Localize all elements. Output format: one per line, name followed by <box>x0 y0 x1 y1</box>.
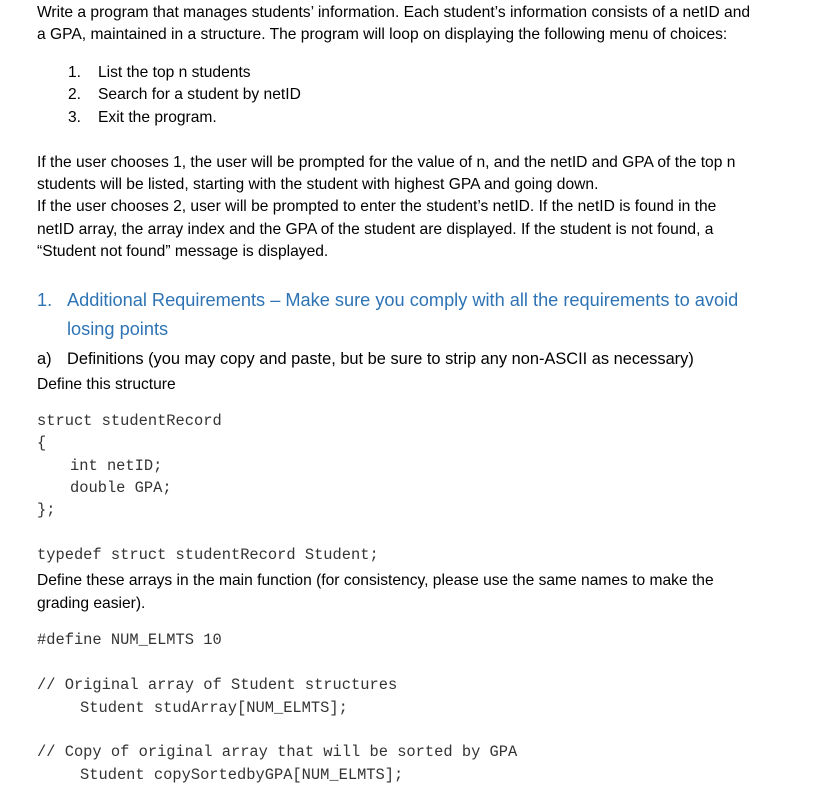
code-line: int netID; <box>70 457 163 475</box>
code-array-declaration: Student copySortedbyGPA[NUM_ELMTS]; <box>80 766 404 784</box>
code-line: { <box>37 434 47 452</box>
menu-item-text: Exit the program. <box>98 109 217 126</box>
subsection-number: a) <box>37 350 52 368</box>
paragraph-line-3: If the user chooses 2, user will be prompted to enter the student’s netID. If the netID is found in the <box>37 198 717 215</box>
paragraph-line-4: netID array, the array index and the GPA of the student are displayed. If the student is not found, a <box>37 221 714 238</box>
menu-item-number: 2. <box>68 86 82 103</box>
menu-item-number: 1. <box>68 64 82 81</box>
define-arrays-line-1: Define these arrays in the main function (for consistency, please use the same names to make the <box>37 572 714 589</box>
code-line: struct studentRecord <box>37 412 222 430</box>
subsection-title: Definitions (you may copy and paste, but be sure to strip any non-ASCII as necessary) <box>67 350 694 368</box>
paragraph-line-1: If the user chooses 1, the user will be prompted for the value of n, and the netID and GPA of the top n <box>37 154 736 171</box>
intro-line-1: Write a program that manages students’ information. Each student’s information consists of a netID and <box>37 4 751 21</box>
code-array-declaration: Student studArray[NUM_ELMTS]; <box>80 699 348 717</box>
code-typedef: typedef struct studentRecord Student; <box>37 546 379 564</box>
define-arrays-line-2: grading easier). <box>37 595 146 612</box>
menu-item <box>68 84 301 105</box>
intro-line-2: a GPA, maintained in a structure. The program will loop on displaying the following menu of choices: <box>37 26 728 43</box>
menu-item-text: Search for a student by netID <box>98 86 301 103</box>
code-comment: // Copy of original array that will be sorted by GPA <box>37 743 518 761</box>
define-structure-text: Define this structure <box>37 376 176 393</box>
menu-item <box>68 107 217 128</box>
section-title-line-1: Additional Requirements – Make sure you comply with all the requirements to avoid <box>67 290 739 310</box>
subsection-heading <box>37 349 694 370</box>
menu-item <box>68 62 251 83</box>
code-line: double GPA; <box>70 479 172 497</box>
section-title-line-2: losing points <box>67 319 169 339</box>
code-define: #define NUM_ELMTS 10 <box>37 631 222 649</box>
paragraph-line-2: students will be listed, starting with the student with highest GPA and going down. <box>37 176 599 193</box>
paragraph-line-5: “Student not found” message is displayed. <box>37 243 329 260</box>
section-number: 1. <box>37 290 53 310</box>
menu-item-text: List the top n students <box>98 64 251 81</box>
code-comment: // Original array of Student structures <box>37 676 398 694</box>
menu-item-number: 3. <box>68 109 82 126</box>
code-line: }; <box>37 501 56 519</box>
